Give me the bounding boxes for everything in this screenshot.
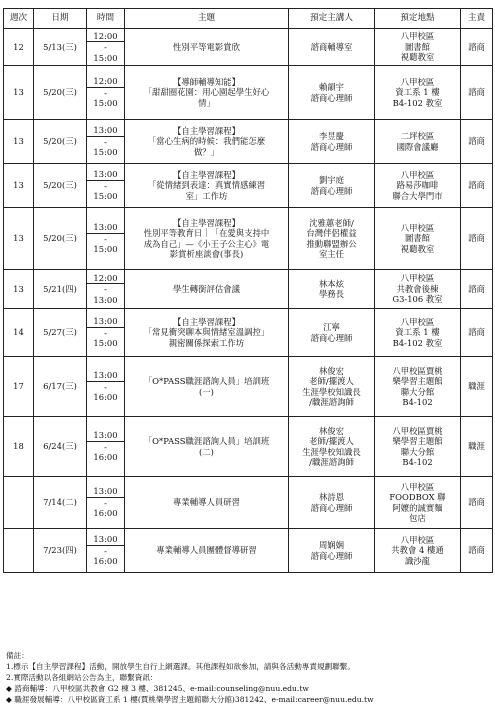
bullet-icon: ◆ bbox=[6, 684, 12, 693]
cell-time bbox=[87, 357, 125, 417]
cell-speaker bbox=[289, 529, 375, 573]
cell-location bbox=[375, 270, 461, 309]
location-line: 二坪校區 bbox=[400, 131, 435, 141]
table-row bbox=[4, 529, 493, 573]
cell-topic bbox=[125, 477, 289, 529]
table-row bbox=[4, 270, 493, 309]
cell-speaker bbox=[289, 270, 375, 309]
speaker-line: 諮商心理師 bbox=[310, 550, 353, 561]
cell-date: 5/13(三) bbox=[34, 29, 87, 66]
cell-week: 14 bbox=[4, 309, 34, 357]
time-start: 12:00 bbox=[93, 272, 118, 283]
cell-topic bbox=[125, 120, 289, 164]
location-line: 聯合大學門市 bbox=[392, 190, 443, 201]
cell-speaker bbox=[289, 417, 375, 477]
time-end: 15:00 bbox=[93, 52, 118, 63]
location-line: 八甲校區賈桃 bbox=[392, 365, 443, 376]
counseling-contact-text: 諮商輔導：八甲校區共教會 G2 棟 3 樓、381245、e-mail:counseling@nuu.edu.tw bbox=[14, 684, 309, 693]
speaker-line: 諮商輔導室 bbox=[310, 41, 353, 52]
location-line: 八甲校區 bbox=[400, 481, 435, 492]
cell-date: 5/21(四) bbox=[34, 270, 87, 309]
topic-line: 做？」 bbox=[193, 146, 220, 157]
speaker-line: 老師/擺渡人 bbox=[309, 436, 354, 446]
cell-week: 13 bbox=[4, 208, 34, 270]
time-dash: - bbox=[87, 136, 124, 148]
topic-line: 「當心生病的時候：我們能怎麼 bbox=[147, 136, 266, 147]
speaker-line: 生涯學校知識長 bbox=[302, 446, 361, 457]
cell-week: 13 bbox=[4, 270, 34, 309]
cell-speaker bbox=[289, 477, 375, 529]
location-line: 識沙龍 bbox=[404, 555, 431, 566]
header-topic: 主題 bbox=[125, 9, 289, 29]
cell-time bbox=[87, 29, 125, 66]
speaker-line: 沈雅蕙老師/ bbox=[309, 217, 354, 228]
cell-week: 17 bbox=[4, 357, 34, 417]
location-line: 共教會 4 樓通 bbox=[391, 545, 444, 556]
time-end: 16:00 bbox=[93, 508, 118, 519]
cell-time bbox=[87, 208, 125, 270]
speaker-line: 李昱慶 bbox=[318, 131, 345, 141]
cell-topic bbox=[125, 66, 289, 120]
location-line: 樂學習主題館 bbox=[392, 376, 443, 386]
cell-week: 13 bbox=[4, 66, 34, 120]
topic-line: 「O*PASS職涯諮詢人員」培訓班 bbox=[143, 376, 270, 386]
speaker-line: 推動聯盟辦公 bbox=[306, 238, 357, 249]
cell-date: 6/17(三) bbox=[34, 357, 87, 417]
notes-contact-counseling bbox=[6, 683, 492, 694]
header-speaker: 預定主講人 bbox=[289, 9, 375, 29]
topic-line: 室」工作坊 bbox=[185, 190, 228, 201]
cell-time bbox=[87, 164, 125, 208]
topic-line: 性別平等電影賞欣 bbox=[173, 41, 240, 52]
table-row bbox=[4, 208, 493, 270]
cell-location bbox=[375, 529, 461, 573]
topic-line: 情」 bbox=[198, 97, 215, 108]
cell-topic bbox=[125, 164, 289, 208]
cell-week: 12 bbox=[4, 29, 34, 66]
location-line: 國際會議廳 bbox=[396, 141, 439, 152]
time-start: 13:00 bbox=[93, 222, 118, 233]
location-line: 視聽教室 bbox=[400, 243, 435, 254]
cell-topic bbox=[125, 417, 289, 477]
topic-line: 【導師輔導知能】 bbox=[173, 76, 240, 87]
table-row bbox=[4, 477, 493, 529]
cell-owner: 職涯 bbox=[461, 417, 493, 477]
time-start: 12:00 bbox=[93, 76, 118, 87]
speaker-line: 台灣伴侶權益 bbox=[306, 228, 357, 238]
speaker-line: 諮商心理師 bbox=[310, 502, 353, 513]
topic-line: 「從情緒到表達：真實情感練習 bbox=[147, 180, 266, 191]
speaker-line: 老師/擺渡人 bbox=[309, 376, 354, 386]
time-end: 15:00 bbox=[93, 147, 118, 158]
time-dash: - bbox=[87, 381, 124, 393]
speaker-line: 諮商心理師 bbox=[310, 141, 353, 152]
time-end: 15:00 bbox=[93, 338, 118, 349]
cell-date: 5/20(三) bbox=[34, 164, 87, 208]
cell-topic bbox=[125, 529, 289, 573]
cell-location bbox=[375, 66, 461, 120]
cell-owner: 諮商 bbox=[461, 477, 493, 529]
cell-location bbox=[375, 477, 461, 529]
location-line: 八甲校區 bbox=[400, 316, 435, 327]
speaker-line: 室主任 bbox=[318, 249, 345, 259]
cell-location bbox=[375, 417, 461, 477]
cell-location bbox=[375, 357, 461, 417]
topic-line: 親密關係探索工作坊 bbox=[168, 337, 245, 348]
notes-line-2: 2.實際活動以各組網站公告為主，聯繫資訊： bbox=[6, 673, 158, 682]
speaker-line: 周娴娴 bbox=[318, 540, 345, 550]
cell-time bbox=[87, 309, 125, 357]
career-contact-text: 職涯發展輔導：八甲校區資工系 1 樓(賈桃樂學習主題館聯大分館)381242、e-mail:career@nuu.edu.tw bbox=[14, 695, 374, 704]
table-header bbox=[4, 9, 493, 29]
location-line: 共教會後棟 bbox=[396, 283, 439, 294]
time-end: 13:00 bbox=[93, 294, 118, 305]
header-date: 日期 bbox=[34, 9, 87, 29]
cell-topic bbox=[125, 29, 289, 66]
cell-speaker bbox=[289, 208, 375, 270]
notes-line-1: 1.標示【自主學習課程】活動，開放學生自行上網選課。其他課程如欲參加，請與各活動專責規劃聯繫。 bbox=[6, 662, 355, 671]
location-line: 樂學習主題館 bbox=[392, 436, 443, 446]
cell-week bbox=[4, 477, 34, 529]
location-line: 八甲校區 bbox=[400, 31, 435, 42]
location-line: 八甲校區 bbox=[400, 76, 435, 87]
header-location: 預定地點 bbox=[375, 9, 461, 29]
speaker-line: 諮商心理師 bbox=[310, 92, 353, 103]
cell-speaker bbox=[289, 357, 375, 417]
time-end: 16:00 bbox=[93, 452, 118, 463]
time-dash: - bbox=[87, 283, 124, 295]
topic-line: 【自主學習課程】 bbox=[173, 125, 240, 136]
time-end: 16:00 bbox=[93, 392, 118, 403]
header-time: 時間 bbox=[87, 9, 125, 29]
cell-time bbox=[87, 529, 125, 573]
cell-location bbox=[375, 309, 461, 357]
cell-date: 5/20(三) bbox=[34, 120, 87, 164]
time-start: 13:00 bbox=[93, 534, 118, 545]
location-line: 八甲校區 bbox=[400, 222, 435, 233]
cell-week: 13 bbox=[4, 120, 34, 164]
topic-line: 【自主學習課程】 bbox=[173, 217, 240, 228]
cell-speaker bbox=[289, 164, 375, 208]
location-line: 八甲校區 bbox=[400, 169, 435, 180]
speaker-line: 林俊宏 bbox=[318, 365, 345, 376]
topic-line: 專業輔導人員研習 bbox=[173, 497, 240, 508]
table-row bbox=[4, 357, 493, 417]
location-line: 包店 bbox=[409, 513, 426, 523]
time-dash: - bbox=[87, 441, 124, 453]
topic-line: 「常見衝突聊本與情緒室溫調控」 bbox=[143, 327, 270, 338]
location-line: 圖書館 bbox=[404, 41, 431, 52]
time-start: 13:00 bbox=[93, 486, 118, 497]
time-end: 16:00 bbox=[93, 556, 118, 567]
cell-topic bbox=[125, 208, 289, 270]
time-start: 13:00 bbox=[93, 370, 118, 381]
speaker-line: 賴韻宇 bbox=[318, 82, 345, 92]
cell-owner: 諮商 bbox=[461, 164, 493, 208]
cell-speaker bbox=[289, 29, 375, 66]
cell-date: 5/27(三) bbox=[34, 309, 87, 357]
cell-date: 6/24(三) bbox=[34, 417, 87, 477]
location-line: 八甲校區賈桃 bbox=[392, 425, 443, 436]
notes-title: 備註： bbox=[6, 651, 29, 660]
time-dash: - bbox=[87, 87, 124, 99]
topic-line: 影賞析座談會(事長) bbox=[169, 249, 244, 259]
location-line: 路易莎咖啡 bbox=[396, 180, 439, 191]
location-line: 資工系 1 樓 bbox=[395, 327, 440, 338]
table-row bbox=[4, 164, 493, 208]
speaker-line: 學務長 bbox=[318, 289, 345, 299]
cell-week: 18 bbox=[4, 417, 34, 477]
cell-owner: 諮商 bbox=[461, 529, 493, 573]
cell-date: 7/14(二) bbox=[34, 477, 87, 529]
speaker-line: 江寧 bbox=[323, 322, 340, 332]
speaker-line: /職涯諮詢師 bbox=[309, 457, 354, 467]
cell-week: 13 bbox=[4, 164, 34, 208]
location-line: B4-102 教室 bbox=[392, 97, 443, 108]
topic-line: (二) bbox=[199, 446, 214, 457]
time-dash: - bbox=[87, 233, 124, 245]
speaker-line: 林本炫 bbox=[318, 278, 345, 289]
location-line: 聯大分館 bbox=[400, 386, 435, 397]
cell-location bbox=[375, 29, 461, 66]
location-line: 阿嬤的誠實麵 bbox=[392, 502, 443, 513]
topic-line: 成為自己」—《小王子公主心》電 bbox=[143, 238, 270, 249]
time-end: 15:00 bbox=[93, 98, 118, 109]
topic-line: 專業輔導人員團體督導研習 bbox=[156, 545, 257, 556]
time-dash: - bbox=[87, 327, 124, 339]
cell-topic bbox=[125, 357, 289, 417]
topic-line: 性別平等教育日｜「在愛與支持中 bbox=[143, 228, 270, 238]
time-dash: - bbox=[87, 545, 124, 557]
time-end: 15:00 bbox=[93, 244, 118, 255]
cell-owner: 職涯 bbox=[461, 357, 493, 417]
header-week: 週次 bbox=[4, 9, 34, 29]
time-start: 13:00 bbox=[93, 125, 118, 136]
speaker-line: 諮商心理師 bbox=[310, 185, 353, 196]
cell-topic bbox=[125, 270, 289, 309]
time-start: 12:00 bbox=[93, 30, 118, 41]
time-dash: - bbox=[87, 497, 124, 509]
time-start: 13:00 bbox=[93, 316, 118, 327]
location-line: 資工系 1 樓 bbox=[395, 87, 440, 98]
cell-location bbox=[375, 164, 461, 208]
cell-time bbox=[87, 270, 125, 309]
header-owner: 主責 bbox=[461, 9, 493, 29]
cell-owner: 諮商 bbox=[461, 270, 493, 309]
location-line: 視聽教室 bbox=[400, 52, 435, 63]
cell-owner: 諮商 bbox=[461, 309, 493, 357]
cell-owner: 諮商 bbox=[461, 120, 493, 164]
speaker-line: 諮商心理師 bbox=[310, 332, 353, 343]
cell-speaker bbox=[289, 66, 375, 120]
cell-owner: 諮商 bbox=[461, 208, 493, 270]
location-line: 八甲校區 bbox=[400, 534, 435, 545]
schedule-table bbox=[3, 8, 493, 573]
cell-time bbox=[87, 417, 125, 477]
speaker-line: 劉宇庭 bbox=[318, 175, 345, 185]
cell-time bbox=[87, 477, 125, 529]
speaker-line: 林詩恩 bbox=[318, 492, 345, 502]
table-row bbox=[4, 309, 493, 357]
time-end: 15:00 bbox=[93, 191, 118, 202]
topic-line: 【自主學習課程】 bbox=[173, 316, 240, 327]
table-body bbox=[4, 29, 493, 573]
topic-line: 「O*PASS職涯諮詢人員」培訓班 bbox=[143, 436, 270, 446]
table-row bbox=[4, 417, 493, 477]
table-row bbox=[4, 120, 493, 164]
time-start: 13:00 bbox=[93, 430, 118, 441]
cell-location bbox=[375, 208, 461, 270]
cell-owner: 諮商 bbox=[461, 29, 493, 66]
cell-time bbox=[87, 120, 125, 164]
cell-owner: 諮商 bbox=[461, 66, 493, 120]
topic-line: 【自主學習課程】 bbox=[173, 169, 240, 180]
location-line: 圖書館 bbox=[404, 233, 431, 244]
location-line: B4-102 教室 bbox=[392, 337, 443, 348]
cell-speaker bbox=[289, 120, 375, 164]
cell-date: 7/23(四) bbox=[34, 529, 87, 573]
cell-week bbox=[4, 529, 34, 573]
location-line: FOODBOX 聯 bbox=[389, 492, 446, 502]
bullet-icon: ◆ bbox=[6, 695, 12, 704]
location-line: 聯大分館 bbox=[400, 446, 435, 457]
topic-line: 學生轉銜評估會議 bbox=[173, 283, 240, 294]
topic-line: (一) bbox=[199, 386, 214, 397]
location-line: B4-102 bbox=[402, 457, 433, 467]
cell-location bbox=[375, 120, 461, 164]
topic-line: 「甜甜圈花園：用心園起學生好心 bbox=[143, 87, 270, 98]
cell-date: 5/20(三) bbox=[34, 208, 87, 270]
cell-topic bbox=[125, 309, 289, 357]
cell-speaker bbox=[289, 309, 375, 357]
speaker-line: 林俊宏 bbox=[318, 425, 345, 436]
cell-time bbox=[87, 66, 125, 120]
location-line: 八甲校區 bbox=[400, 273, 435, 284]
table-row bbox=[4, 66, 493, 120]
time-start: 13:00 bbox=[93, 169, 118, 180]
location-line: B4-102 bbox=[402, 397, 433, 407]
time-dash: - bbox=[87, 180, 124, 192]
cell-date: 5/20(三) bbox=[34, 66, 87, 120]
notes-section bbox=[6, 650, 492, 705]
table-row bbox=[4, 29, 493, 66]
location-line: G3-106 教室 bbox=[392, 294, 443, 305]
speaker-line: /職涯諮詢師 bbox=[309, 397, 354, 407]
speaker-line: 生涯學校知識長 bbox=[302, 386, 361, 397]
time-dash: - bbox=[87, 41, 124, 53]
